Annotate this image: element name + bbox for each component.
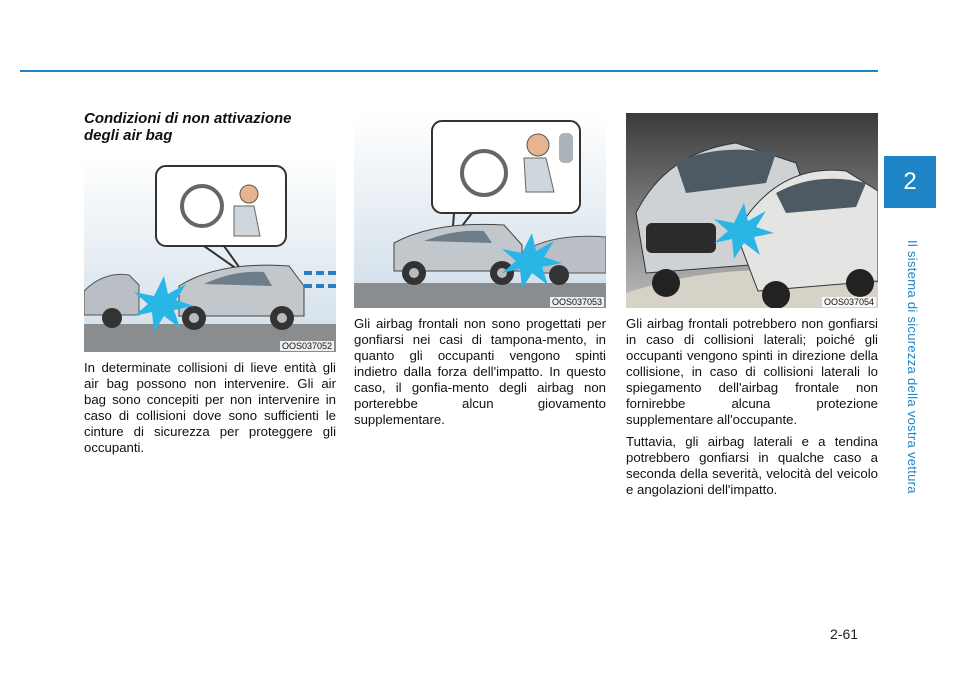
chapter-title-vertical [905, 240, 920, 494]
chapter-title: Il sistema di sicurezza della vostra vettura [905, 240, 920, 494]
paragraph-side-collisions: Gli airbag frontali potrebbero non gonfiarsi in caso di collisioni laterali; poiché gli occupanti vengono spinti in direzione della collisione, in caso di collisioni laterali lo spiegamento dell'airbag frontale non fornirebbe alcuna protezione supplementare all'occupante. [626, 316, 878, 427]
page-number: 2-61 [830, 626, 859, 642]
column-1-text [84, 360, 336, 462]
figure-minor-collision [84, 156, 336, 352]
chapter-number-tab [884, 156, 936, 208]
paragraph-rear-collisions: Gli airbag frontali non sono progettati per gonfiarsi nei casi di tampona-mento, in quanto gli occupanti vengono spinti indietro dalla forza dell'impatto. In questo caso, il gonfia-mento degli airbag non porterebbe alcun giovamento supplementare. [354, 316, 606, 427]
paragraph-minor-collisions: In determinate collisioni di lieve entità gli air bag possono non intervenire. Gli air bag sono concepiti per non intervenire in caso di collisioni dove sono sufficienti le cinture di sicurezza per proteggere gli occupanti. [84, 360, 336, 455]
illustration-side-collision [626, 113, 878, 308]
figure-rear-collision [354, 113, 606, 308]
illustration-minor-collision [84, 156, 336, 352]
figure-side-collision [626, 113, 878, 308]
figure-code: OOS037052 [281, 341, 332, 351]
heading-line-2: degli air bag [84, 127, 173, 144]
section-heading [84, 110, 336, 144]
heading-line-1: Condizioni di non attivazione [84, 110, 292, 127]
figure-code: OOS037053 [551, 297, 602, 307]
illustration-rear-collision [354, 113, 606, 308]
column-2-text [354, 316, 606, 434]
paragraph-side-airbags: Tuttavia, gli airbag laterali e a tendina potrebbero gonfiarsi in qualche caso a seconda della severità, velocità del veicolo e angolazioni dell'impatto. [626, 434, 878, 497]
chapter-number: 2 [903, 168, 917, 195]
figure-code: OOS037054 [823, 297, 874, 307]
column-3-text [626, 316, 878, 504]
header-rule [20, 70, 878, 72]
section-heading-block [84, 100, 336, 144]
